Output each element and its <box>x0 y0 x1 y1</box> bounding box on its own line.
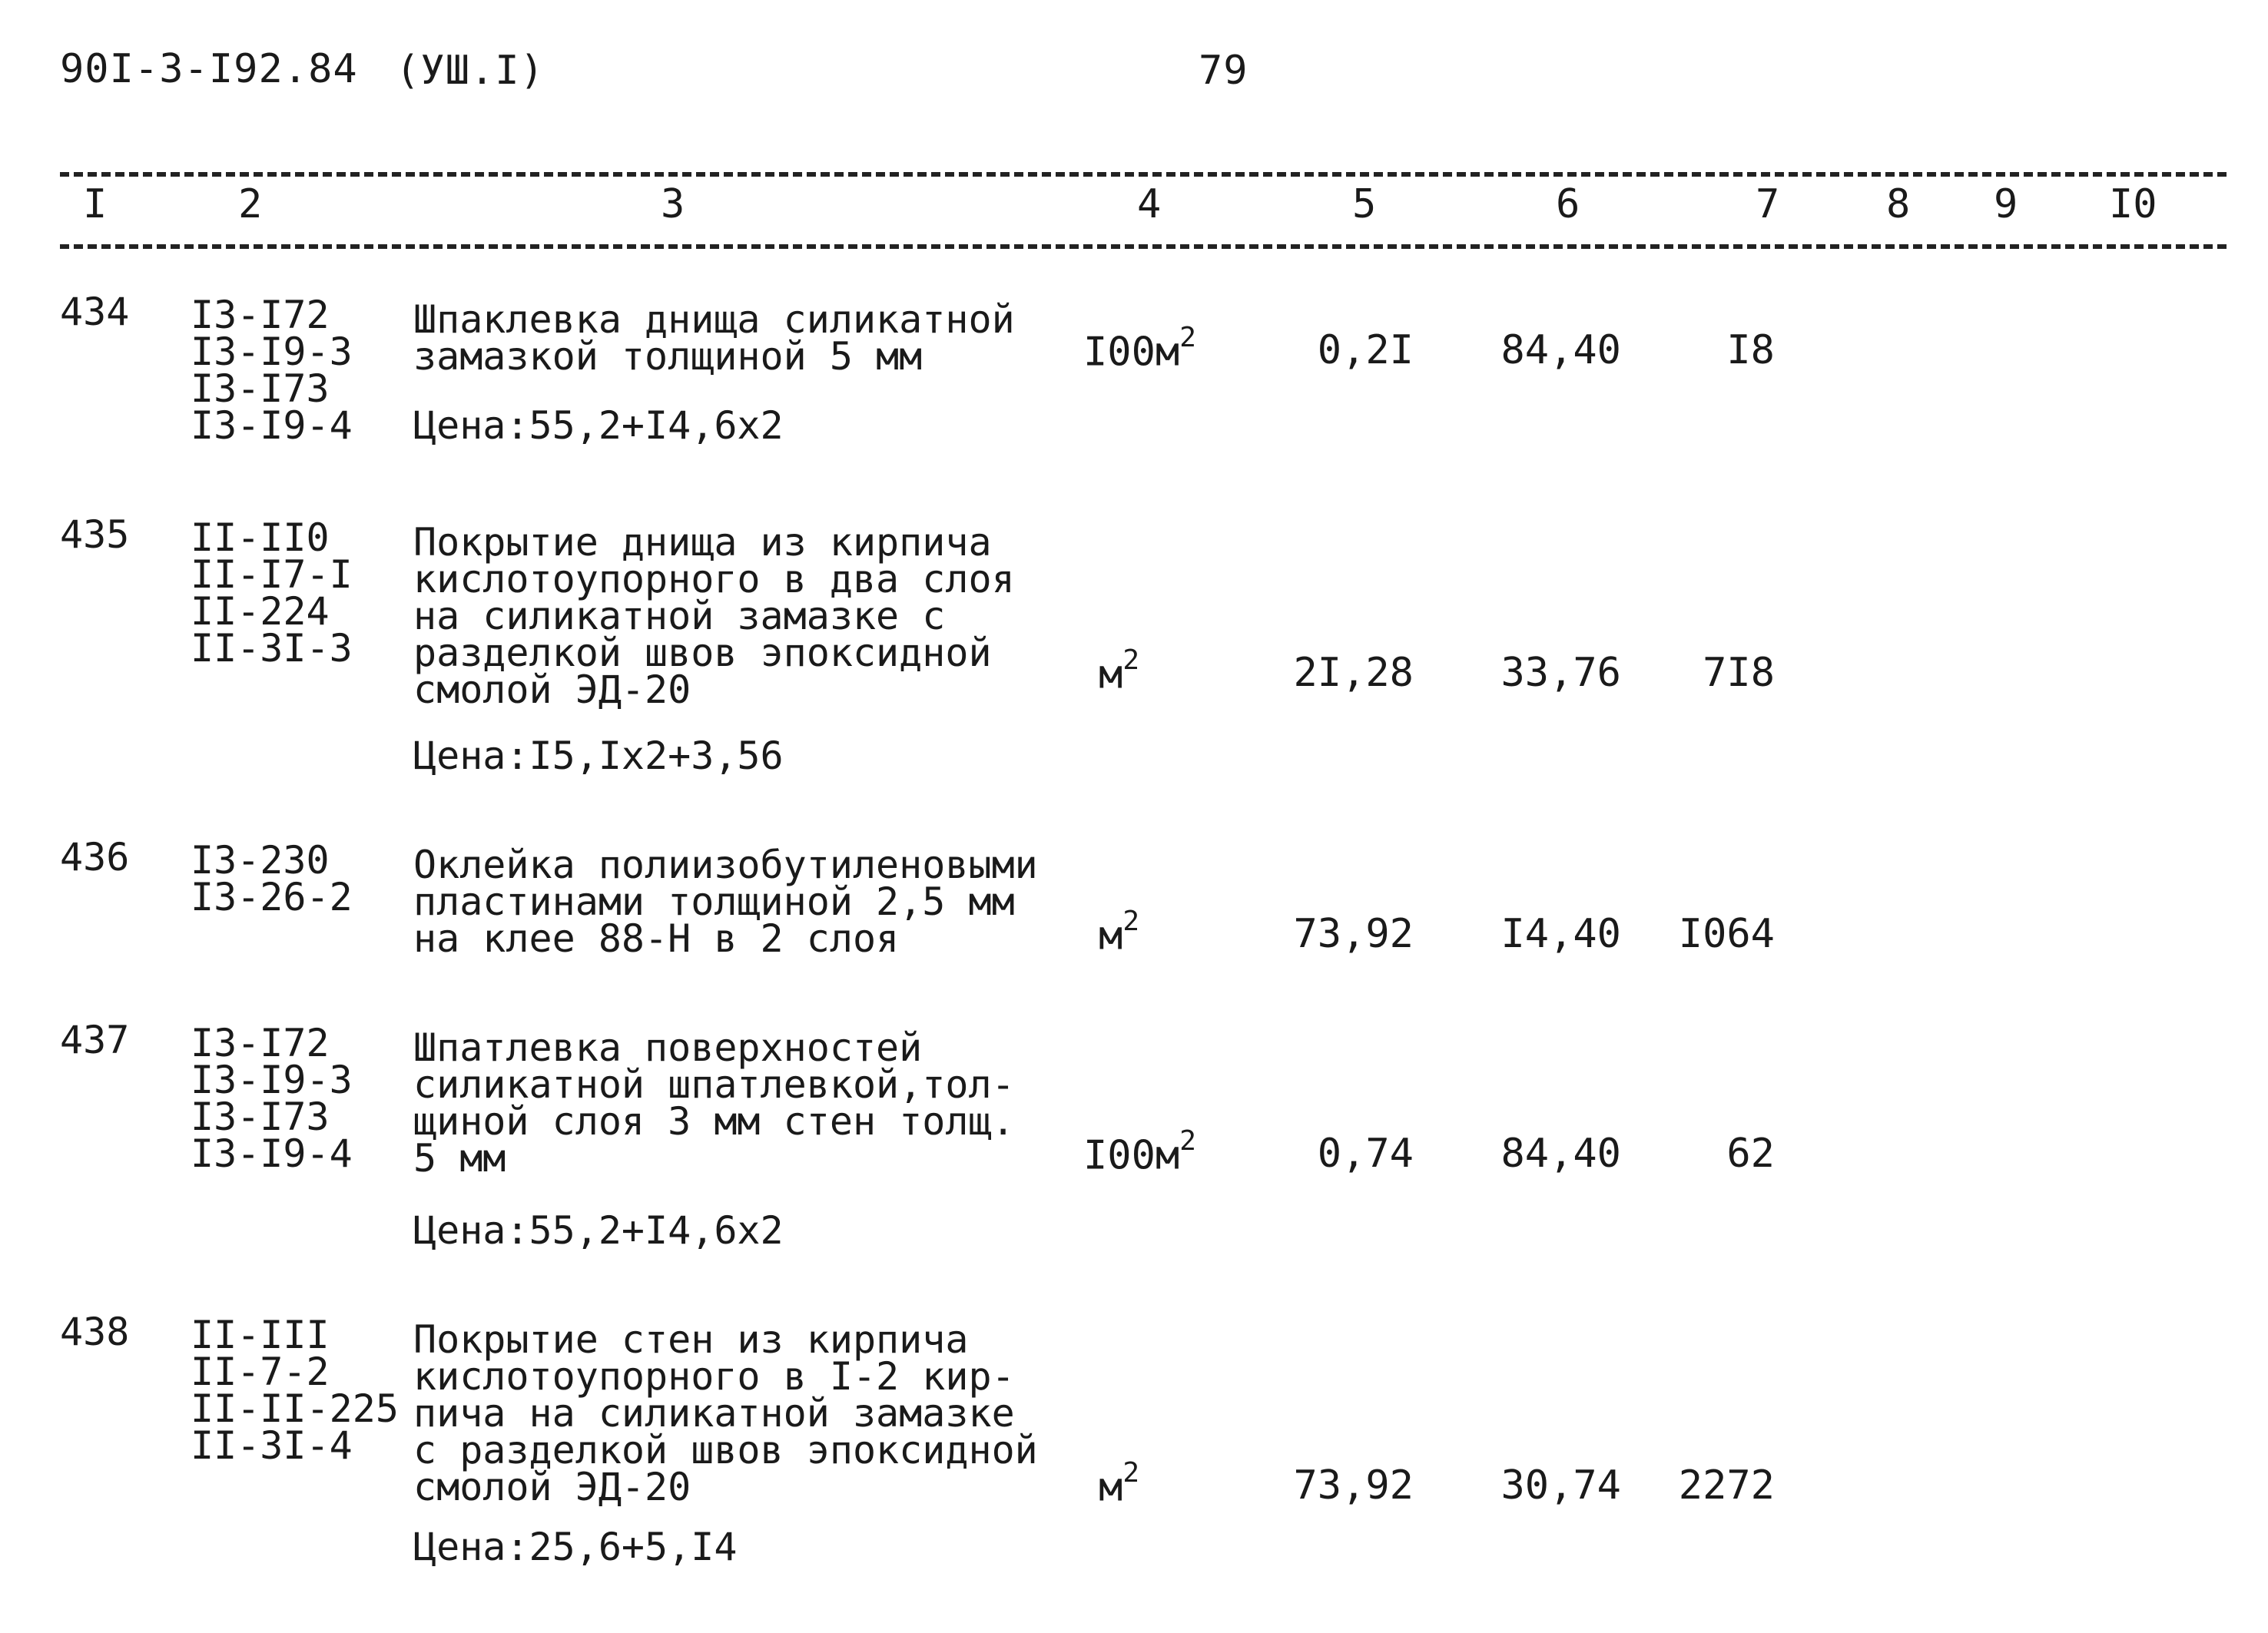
work-description-line: смолой ЭД-20 <box>413 667 691 712</box>
norm-code: II-3I-4 <box>191 1423 353 1468</box>
unit-of-measure <box>1099 906 1139 959</box>
row-number: 436 <box>60 835 130 879</box>
norm-code: I3-I9-4 <box>191 403 353 448</box>
row-number: 438 <box>60 1310 130 1354</box>
unit-price: 84,40 <box>1500 1131 1621 1177</box>
work-description-line: на клее 88-Н в 2 слоя <box>413 916 900 961</box>
work-description-line: Покрытие стен из кирпича <box>413 1317 969 1362</box>
row-number: 437 <box>60 1018 130 1062</box>
unit-base: I00м <box>1083 1132 1180 1179</box>
norm-code: II-7-2 <box>191 1350 330 1394</box>
work-description-line: кислотоупорного в I-2 кир- <box>413 1354 1015 1399</box>
work-description-line: разделкой швов эпоксидной <box>413 631 992 675</box>
column-header-2: 2 <box>238 181 263 227</box>
unit-exponent: 2 <box>1179 322 1196 353</box>
norm-code: II-224 <box>191 589 330 634</box>
unit-of-measure <box>1083 1125 1196 1179</box>
unit-of-measure <box>1099 644 1139 698</box>
page-number: 79 <box>1199 48 1248 94</box>
total-cost: 62 <box>1726 1131 1775 1177</box>
unit-price: 33,76 <box>1500 650 1621 696</box>
norm-code: I3-230 <box>191 838 330 883</box>
unit-base: м <box>1099 913 1123 959</box>
norm-code: I3-I73 <box>191 1095 330 1139</box>
unit-price: 30,74 <box>1500 1462 1621 1509</box>
work-description-line: пластинами толщиной 2,5 мм <box>413 879 1015 924</box>
total-cost: I064 <box>1678 911 1775 957</box>
price-formula: Цена:I5,Iх2+3,56 <box>413 734 784 778</box>
work-description-line: силикатной шпатлевкой,тол- <box>413 1062 1015 1107</box>
norm-code: II-III <box>191 1313 330 1357</box>
unit-base: м <box>1099 1464 1123 1511</box>
table-top-rule <box>60 172 2227 177</box>
work-description-line: Оклейка полиизобутиленовыми <box>413 843 1038 887</box>
column-header-8: 8 <box>1886 181 1911 227</box>
work-description-line: пича на силикатной замазке <box>413 1391 1015 1436</box>
unit-price: I4,40 <box>1500 911 1621 957</box>
work-description-line: Покрытие днища из кирпича <box>413 520 992 565</box>
total-cost: 7I8 <box>1703 650 1775 696</box>
column-header-10: I0 <box>2109 181 2157 227</box>
price-formula: Цена:55,2+I4,6х2 <box>413 403 784 448</box>
norm-code: I3-I9-4 <box>191 1131 353 1176</box>
unit-of-measure <box>1083 322 1196 376</box>
total-cost: 2272 <box>1678 1462 1775 1509</box>
work-description-line: кислотоупорного в два слоя <box>413 557 1015 601</box>
norm-code: I3-I9-3 <box>191 1058 353 1102</box>
row-number: 435 <box>60 512 130 557</box>
norm-code: I3-I72 <box>191 293 330 337</box>
column-header-1: I <box>83 181 108 227</box>
unit-exponent: 2 <box>1122 906 1139 937</box>
work-description-line: смолой ЭД-20 <box>413 1465 691 1509</box>
document-code: 90I-3-I92.84 <box>60 46 358 92</box>
norm-code: II-3I-3 <box>191 626 353 671</box>
column-header-6: 6 <box>1556 181 1580 227</box>
unit-base: м <box>1099 651 1123 698</box>
unit-price: 84,40 <box>1500 327 1621 373</box>
row-number: 434 <box>60 290 130 334</box>
unit-exponent: 2 <box>1122 1457 1139 1489</box>
work-description-line: с разделкой швов эпоксидной <box>413 1428 1038 1472</box>
total-cost: I8 <box>1726 327 1775 373</box>
work-description-line: Шпатлевка поверхностей <box>413 1025 923 1070</box>
work-description-line: Шпаклевка днища силикатной <box>413 297 1015 342</box>
work-description-line: 5 мм <box>413 1136 506 1181</box>
norm-code: II-I7-I <box>191 552 353 597</box>
price-formula: Цена:55,2+I4,6х2 <box>413 1208 784 1253</box>
norm-code: I3-I73 <box>191 366 330 411</box>
column-header-3: 3 <box>661 181 685 227</box>
quantity: 73,92 <box>1293 911 1414 957</box>
unit-base: I00м <box>1083 329 1180 376</box>
quantity: 73,92 <box>1293 1462 1414 1509</box>
unit-of-measure <box>1099 1457 1139 1511</box>
quantity: 0,2I <box>1317 327 1414 373</box>
table-header-rule <box>60 244 2227 249</box>
price-formula: Цена:25,6+5,I4 <box>413 1525 738 1569</box>
work-description-line: на силикатной замазке с <box>413 594 946 638</box>
unit-exponent: 2 <box>1179 1125 1196 1157</box>
column-header-7: 7 <box>1756 181 1780 227</box>
unit-exponent: 2 <box>1122 644 1139 676</box>
norm-code: I3-26-2 <box>191 875 353 919</box>
quantity: 2I,28 <box>1293 650 1414 696</box>
norm-code: I3-I9-3 <box>191 330 353 374</box>
norm-code: I3-I72 <box>191 1021 330 1065</box>
sheet-label: (УШ.I) <box>396 48 545 94</box>
column-header-5: 5 <box>1352 181 1377 227</box>
norm-code: II-II0 <box>191 515 330 560</box>
column-header-9: 9 <box>1994 181 2018 227</box>
column-header-4: 4 <box>1137 181 1162 227</box>
norm-code: II-II-225 <box>191 1386 399 1431</box>
quantity: 0,74 <box>1317 1131 1414 1177</box>
work-description-line: замазкой толщиной 5 мм <box>413 334 923 379</box>
work-description-line: щиной слоя 3 мм стен толщ. <box>413 1099 1015 1144</box>
